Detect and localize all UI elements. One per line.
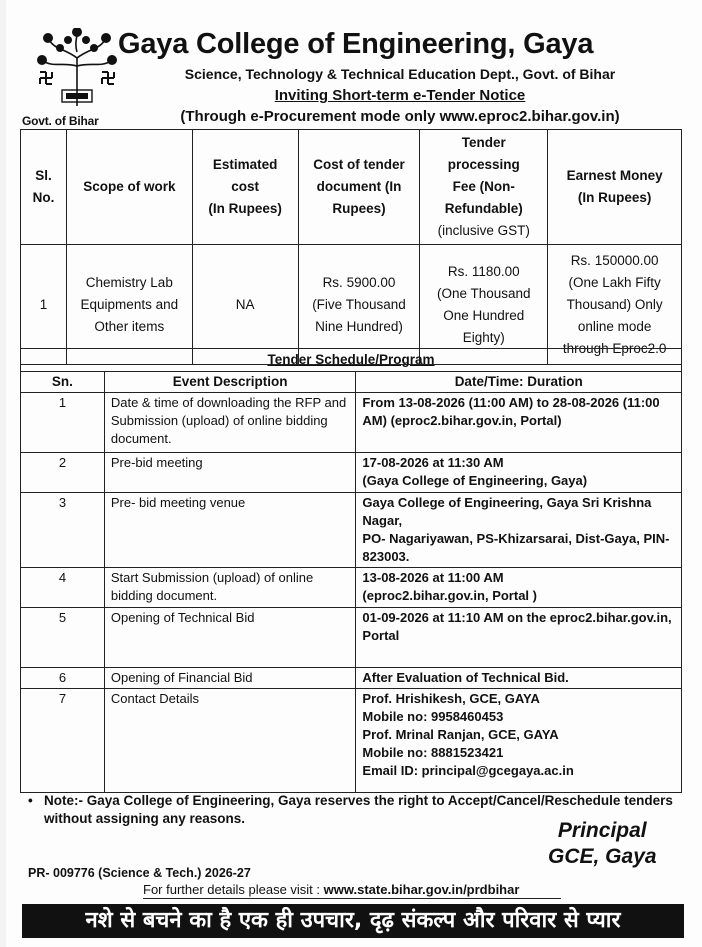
row-processing-fee: Rs. 1180.00 (One Thousand One Hundred Eighty): [420, 245, 548, 365]
row-earnest-money: Rs. 150000.00 (One Lakh Fifty Thousand) Only online mode through Eproc2.0: [548, 245, 682, 365]
schedule-event: Date & time of downloading the RFP and Submission (upload) of online bidding document.: [104, 393, 356, 453]
header-date: Date/Time: Duration: [356, 372, 682, 393]
further-details: [143, 882, 519, 897]
schedule-date: From 13-08-2026 (11:00 AM) to 28-08-2026 (11:00 AM) (eproc2.bihar.gov.in, Portal): [356, 393, 682, 453]
slogan-banner: नशे से बचने का है एक ही उपचार, दृढ़ संकल्प और परिवार से प्यार: [22, 904, 684, 938]
schedule-sn: 2: [21, 453, 105, 493]
schedule-table: [20, 348, 682, 793]
header-cost-doc: Cost of tender document (In Rupees): [298, 130, 420, 245]
schedule-sn: 6: [21, 668, 105, 689]
schedule-sn: 1: [21, 393, 105, 453]
table-row: [21, 668, 682, 689]
page-edge: [0, 0, 6, 947]
table-row: [21, 393, 682, 453]
header-earnest-money: Earnest Money (In Rupees): [548, 130, 682, 245]
schedule-date: After Evaluation of Technical Bid.: [356, 668, 682, 689]
header-sn: Sn.: [21, 372, 105, 393]
header-sl: Sl. No.: [21, 130, 67, 245]
table-row: [21, 689, 682, 793]
notice-heading: Inviting Short-term e-Tender Notice: [274, 87, 526, 104]
schedule-event: Contact Details: [104, 689, 356, 793]
pr-number: PR- 009776 (Science & Tech.) 2026-27: [28, 866, 251, 880]
schedule-event: Opening of Technical Bid: [104, 608, 356, 668]
schedule-event: Start Submission (upload) of online bidding document.: [104, 568, 356, 608]
header-processing-fee: Tender processing Fee (Non- Refundable) (inclusive GST): [420, 130, 548, 245]
schedule-sn: 7: [21, 689, 105, 793]
table-row: [21, 568, 682, 608]
signatory-office: GCE, Gaya: [548, 845, 657, 868]
table-row: [21, 245, 682, 365]
table-row: [21, 453, 682, 493]
schedule-date: Prof. Hrishikesh, GCE, GAYA Mobile no: 9958460453 Prof. Mrinal Ranjan, GCE, GAYA Mobile no: 8881523421 Email ID: principal@gcegaya.ac.in: [356, 689, 682, 793]
govt-label: Govt. of Bihar: [22, 114, 99, 128]
schedule-event: Opening of Financial Bid: [104, 668, 356, 689]
bihar-emblem-icon: [34, 28, 120, 108]
schedule-event: Pre-bid meeting: [104, 453, 356, 493]
schedule-caption: Tender Schedule/Program: [21, 349, 682, 372]
note-text: Note:- Gaya College of Engineering, Gaya reserves the right to Accept/Cancel/Reschedule tenders without assigning any reasons.: [44, 793, 673, 826]
schedule-date: 13-08-2026 at 11:00 AM (eproc2.bihar.gov.in, Portal ): [356, 568, 682, 608]
schedule-header: [21, 372, 682, 393]
table-row: [21, 493, 682, 568]
schedule-date: 17-08-2026 at 11:30 AM (Gaya College of Engineering, Gaya): [356, 453, 682, 493]
table-row: [21, 608, 682, 668]
schedule-sn: 4: [21, 568, 105, 608]
header-estimated: Estimated cost (In Rupees): [192, 130, 298, 245]
further-label: For further details please visit :: [143, 882, 321, 897]
tender-table-header: [21, 130, 682, 245]
row-sl: 1: [21, 245, 67, 365]
schedule-date: Gaya College of Engineering, Gaya Sri Krishna Nagar, PO- Nagariyawan, PS-Khizarsarai, Dist-Gaya, PIN- 823003.: [356, 493, 682, 568]
page-title: Gaya College of Engineering, Gaya: [118, 28, 594, 60]
department-line: Science, Technology & Technical Education Dept., Govt. of Bihar: [184, 66, 616, 82]
row-cost-doc: Rs. 5900.00 (Five Thousand Nine Hundred): [298, 245, 420, 365]
signatory: [548, 818, 657, 870]
row-estimated: NA: [192, 245, 298, 365]
tender-table: [20, 129, 682, 365]
bullet-icon: •: [28, 793, 33, 808]
schedule-event: Pre- bid meeting venue: [104, 493, 356, 568]
schedule-date: 01-09-2026 at 11:10 AM on the eproc2.bihar.gov.in, Portal: [356, 608, 682, 668]
signatory-title: Principal: [557, 819, 647, 842]
row-scope: Chemistry Lab Equipments and Other items: [66, 245, 192, 365]
schedule-sn: 3: [21, 493, 105, 568]
schedule-sn: 5: [21, 608, 105, 668]
header-scope: Scope of work: [66, 130, 192, 245]
procurement-mode: (Through e-Procurement mode only www.eproc2.bihar.gov.in): [180, 108, 620, 125]
divider: [143, 898, 561, 899]
header-event: Event Description: [104, 372, 356, 393]
further-url: www.state.bihar.gov.in/prdbihar: [323, 882, 520, 897]
